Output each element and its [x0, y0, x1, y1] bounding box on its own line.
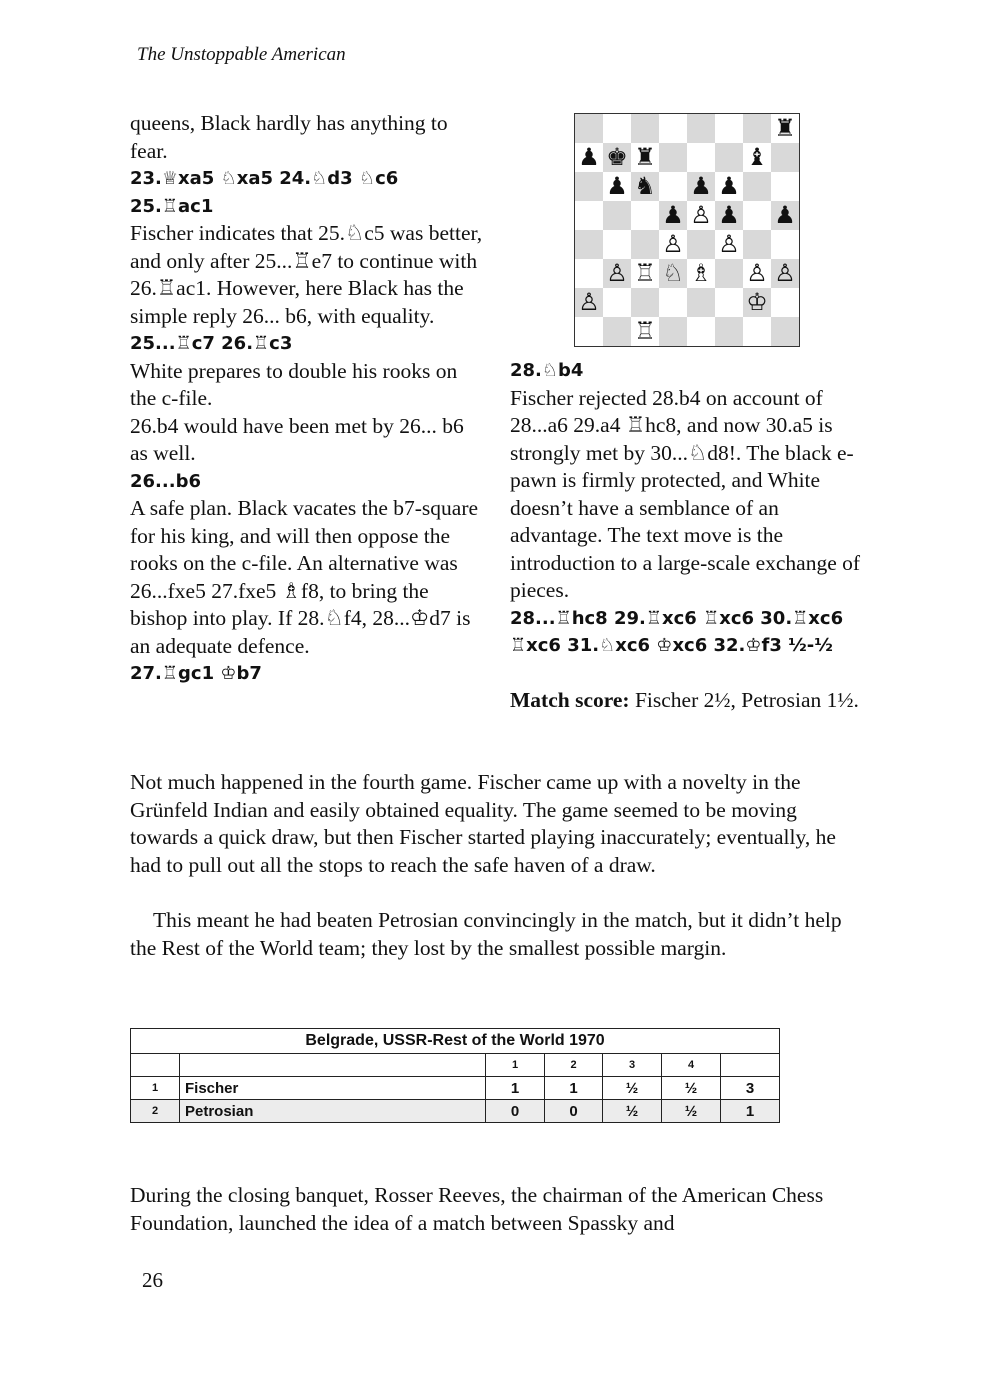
- board-square: [631, 317, 659, 346]
- board-square: [631, 230, 659, 259]
- board-square: [603, 172, 631, 201]
- board-square: [659, 114, 687, 143]
- board-square: [575, 201, 603, 230]
- board-square: [743, 288, 771, 317]
- game-header: 2: [545, 1054, 603, 1077]
- annotation-text: A safe plan. Black vacates the b7-square for his king, and will then oppose the rooks on the c-file. An alternative was 26...fxe5 27.fxe5 ♗f8, to bring the bishop into play. If 28.♘f4, 28...♔d7 is an adequate defence.: [130, 496, 479, 658]
- game-header: 1: [486, 1054, 545, 1077]
- chess-piece-icon: ♖: [634, 317, 656, 345]
- chess-piece-icon: ♙: [690, 201, 712, 229]
- score-cell: 0: [545, 1100, 603, 1123]
- chess-piece-icon: ♘: [662, 259, 684, 287]
- board-square: [715, 143, 743, 172]
- board-square: [687, 172, 715, 201]
- chess-piece-icon: ♟: [662, 201, 684, 229]
- annotation-text: Fischer indicates that 25.♘c5 was better, and only after 25...♖e7 to continue with 26.♖ac1. However, here Black has the simple reply 26... b6, with equality.: [130, 221, 483, 328]
- move-line: 25...♖c7 26.♖c3: [130, 333, 293, 354]
- paragraph-match-result: This meant he had beaten Petrosian convincingly in the match, but it didn’t help the Rest of the World team; they lost by the smallest possible margin.: [130, 908, 842, 960]
- move-line: 23.♕xa5 ♘xa5 24.♘d3 ♘c6: [130, 168, 399, 189]
- match-score-label: Match score:: [510, 688, 630, 712]
- chess-piece-icon: ♙: [606, 259, 628, 287]
- rank-cell: 1: [131, 1077, 180, 1100]
- crosstable-title: Belgrade, USSR-Rest of the World 1970: [131, 1029, 780, 1054]
- right-column: [510, 357, 875, 715]
- board-square: [575, 259, 603, 288]
- board-square: [771, 317, 799, 346]
- chess-piece-icon: ♟: [718, 201, 740, 229]
- board-square: [659, 259, 687, 288]
- board-square: [715, 172, 743, 201]
- score-cell: ½: [603, 1100, 662, 1123]
- chess-piece-icon: ♟: [578, 143, 600, 171]
- annotation-text: 26.b4 would have been met by 26... b6 as well.: [130, 413, 464, 465]
- board-square: [603, 201, 631, 230]
- spacer: [510, 660, 875, 688]
- running-head: The Unstoppable American: [137, 44, 346, 65]
- board-square: [687, 230, 715, 259]
- board-square: [743, 230, 771, 259]
- board-square: [659, 201, 687, 230]
- board-square: [631, 259, 659, 288]
- board-square: [659, 317, 687, 346]
- chess-piece-icon: ♟: [690, 172, 712, 200]
- board-square: [687, 201, 715, 230]
- board-square: [603, 143, 631, 172]
- board-square: [631, 172, 659, 201]
- chess-piece-icon: ♙: [774, 259, 796, 287]
- board-square: [771, 259, 799, 288]
- paragraph-fourth-game: Not much happened in the fourth game. Fischer came up with a novelty in the Grünfeld Indian and easily obtained equality. The game seemed to be moving towards a quick draw, but then Fischer started playing inaccurately; eventually, he had to pull out all the stops to reach the safe haven of a draw.: [130, 770, 836, 877]
- board-square: [631, 114, 659, 143]
- board-square: [603, 317, 631, 346]
- score-cell: ½: [662, 1100, 721, 1123]
- board-square: [659, 230, 687, 259]
- rank-cell: 2: [131, 1100, 180, 1123]
- score-cell: ½: [662, 1077, 721, 1100]
- board-square: [659, 143, 687, 172]
- chess-diagram: [574, 113, 800, 347]
- board-square: [771, 288, 799, 317]
- total-cell: 3: [721, 1077, 780, 1100]
- board-square: [743, 172, 771, 201]
- chess-piece-icon: ♚: [606, 143, 628, 171]
- board-square: [715, 230, 743, 259]
- chess-piece-icon: ♖: [634, 259, 656, 287]
- score-cell: 1: [545, 1077, 603, 1100]
- game-header: 3: [603, 1054, 662, 1077]
- board-square: [687, 114, 715, 143]
- board-square: [715, 317, 743, 346]
- board-square: [603, 114, 631, 143]
- board-square: [715, 259, 743, 288]
- board-square: [771, 143, 799, 172]
- board-square: [715, 114, 743, 143]
- board-square: [743, 114, 771, 143]
- move-line: 25.♖ac1: [130, 195, 214, 217]
- board-square: [575, 317, 603, 346]
- chess-piece-icon: ♟: [774, 201, 796, 229]
- chess-piece-icon: ♙: [662, 230, 684, 258]
- move-line: 28...♖hc8 29.♖xc6 ♖xc6 30.♖xc6 ♖xc6 31.♘xc6 ♔xc6 32.♔f3 ½-½: [510, 607, 844, 656]
- board-square: [687, 317, 715, 346]
- board-square: [659, 288, 687, 317]
- board-square: [687, 259, 715, 288]
- move-line: 26...b6: [130, 470, 201, 492]
- annotation-text: queens, Black hardly has anything to fear.: [130, 111, 448, 163]
- board-square: [631, 201, 659, 230]
- player-name-cell: Fischer: [180, 1077, 486, 1100]
- game-header: 4: [662, 1054, 721, 1077]
- board-square: [771, 230, 799, 259]
- chess-piece-icon: ♔: [746, 288, 768, 316]
- chess-piece-icon: ♙: [578, 288, 600, 316]
- chess-piece-icon: ♟: [718, 172, 740, 200]
- board-square: [603, 259, 631, 288]
- table-row: [131, 1100, 780, 1123]
- board-square: [743, 143, 771, 172]
- board-square: [771, 114, 799, 143]
- chess-piece-icon: ♞: [634, 172, 656, 200]
- page-number: 26: [142, 1268, 163, 1292]
- board-square: [603, 288, 631, 317]
- chess-piece-icon: ♟: [606, 172, 628, 200]
- board-square: [743, 259, 771, 288]
- board-square: [575, 230, 603, 259]
- board-square: [575, 143, 603, 172]
- board-square: [575, 172, 603, 201]
- board-square: [687, 143, 715, 172]
- chess-piece-icon: ♜: [634, 143, 656, 171]
- board-square: [715, 288, 743, 317]
- board-square: [603, 230, 631, 259]
- annotation-text: Fischer rejected 28.b4 on account of 28...a6 29.a4 ♖hc8, and now 30.a5 is strongly met by 30...♘d8!. The black e-pawn is firmly protected, and White doesn’t have a semblance of an advantage. The text move is the introduction to a large-scale exchange of pieces.: [510, 385, 861, 602]
- crosstable: [130, 1028, 780, 1123]
- left-column: [130, 110, 485, 688]
- board-square: [631, 143, 659, 172]
- paragraph-closing-banquet: During the closing banquet, Rosser Reeves, the chairman of the American Chess Foundation, launched the idea of a match between Spassky and: [130, 1183, 824, 1235]
- match-score: [510, 687, 875, 715]
- player-name-cell: Petrosian: [180, 1100, 486, 1123]
- chess-piece-icon: ♝: [746, 143, 768, 171]
- board-square: [771, 201, 799, 230]
- board-square: [687, 288, 715, 317]
- board-square: [575, 114, 603, 143]
- chess-piece-icon: ♜: [774, 114, 796, 142]
- match-score-value: Fischer 2½, Petrosian 1½.: [629, 688, 859, 712]
- chess-piece-icon: ♗: [690, 259, 712, 287]
- chess-piece-icon: ♙: [746, 259, 768, 287]
- board-square: [659, 172, 687, 201]
- move-line: 27.♖gc1 ♔b7: [130, 663, 262, 684]
- table-row: [131, 1077, 780, 1100]
- score-cell: 1: [486, 1077, 545, 1100]
- score-cell: 0: [486, 1100, 545, 1123]
- crosstable-header-row: [131, 1054, 780, 1077]
- annotation-text: White prepares to double his rooks on the c-file.: [130, 358, 458, 410]
- board-square: [631, 288, 659, 317]
- board-square: [743, 201, 771, 230]
- board-square: [743, 317, 771, 346]
- move-line: 28.♘b4: [510, 360, 584, 381]
- score-cell: ½: [603, 1077, 662, 1100]
- chess-piece-icon: ♙: [718, 230, 740, 258]
- board-square: [575, 288, 603, 317]
- board-square: [771, 172, 799, 201]
- total-cell: 1: [721, 1100, 780, 1123]
- board-square: [715, 201, 743, 230]
